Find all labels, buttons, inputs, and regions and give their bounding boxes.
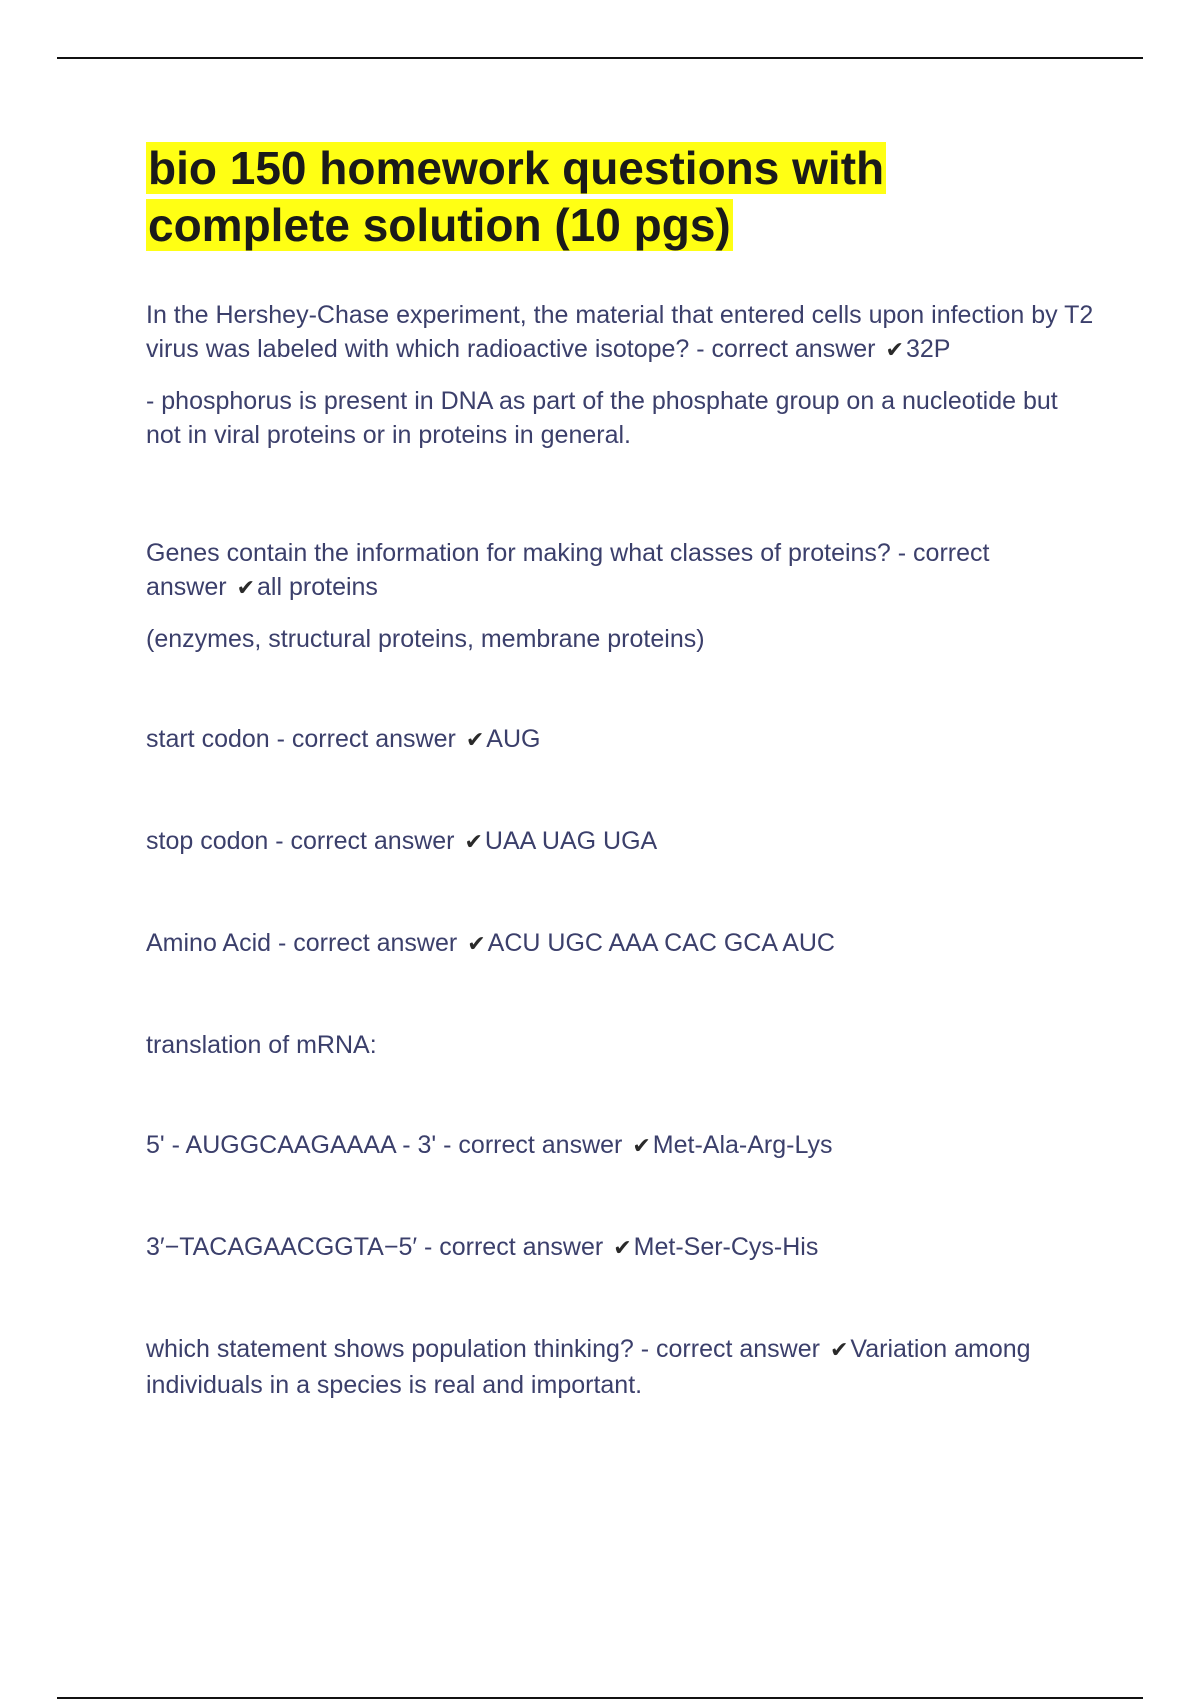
document-page: [146, 140, 1096, 1402]
qa-question: [146, 1332, 1096, 1402]
qa-item: [146, 824, 1096, 860]
qa-question: [146, 1230, 1096, 1266]
qa-item: [146, 926, 1096, 962]
qa-item: [146, 536, 1096, 656]
question-text: Amino Acid - correct answer: [146, 929, 458, 957]
question-text: stop codon - correct answer: [146, 827, 455, 855]
answer-text: Met-Ser-Cys-His: [633, 1233, 819, 1261]
question-text: 3′−TACAGAACGGTA−5′ - correct answer: [146, 1233, 604, 1261]
section-label-text: translation of mRNA:: [146, 1031, 377, 1059]
qa-question: [146, 1128, 1096, 1164]
qa-item: [146, 1128, 1096, 1164]
qa-question: [146, 722, 1096, 758]
question-text: Genes contain the information for making what classes of proteins? - correct answer: [146, 539, 990, 601]
check-mark-icon: ✔: [885, 338, 904, 363]
check-mark-icon: ✔: [465, 728, 485, 753]
qa-note: - phosphorus is present in DNA as part of the phosphate group on a nucleotide but not in viral proteins or in proteins in general.: [146, 387, 1058, 449]
top-rule: [57, 57, 1143, 59]
qa-item: [146, 722, 1096, 758]
check-mark-icon: ✔: [236, 576, 256, 601]
bottom-rule: [57, 1697, 1143, 1699]
answer-text: Met-Ala-Arg-Lys: [652, 1131, 833, 1159]
answer-text: ACU UGC AAA CAC GCA AUC: [487, 929, 835, 957]
qa-question: [146, 926, 1096, 962]
section-label: [146, 1028, 1096, 1062]
qa-item: [146, 298, 1096, 452]
qa-item: [146, 1230, 1096, 1266]
check-mark-icon: ✔: [829, 1338, 849, 1363]
check-mark-icon: ✔: [613, 1236, 632, 1261]
qa-question: [146, 298, 1096, 368]
answer-text: UAA UAG UGA: [484, 827, 658, 855]
question-text: which statement shows population thinking? - correct answer: [146, 1335, 820, 1363]
question-text: In the Hershey-Chase experiment, the material that entered cells upon infection by T2 virus was labeled with which radioactive isotope? - correct answer: [146, 301, 1094, 363]
answer-text: 32P: [905, 335, 951, 363]
question-text: 5' - AUGGCAAGAAAA - 3' - correct answer: [146, 1131, 623, 1159]
document-title: [146, 140, 1096, 254]
answer-text: AUG: [486, 725, 541, 753]
qa-question: [146, 536, 1096, 606]
question-text: start codon - correct answer: [146, 725, 456, 753]
answer-text: all proteins: [257, 573, 378, 601]
check-mark-icon: ✔: [467, 932, 486, 957]
title-highlight: bio 150 homework questions with complete solution (10 pgs): [148, 142, 885, 251]
qa-question: [146, 824, 1096, 860]
answer-text: Variation among individuals in a species is real and important.: [146, 1335, 1031, 1399]
check-mark-icon: ✔: [632, 1134, 651, 1159]
qa-item: [146, 1332, 1096, 1402]
check-mark-icon: ✔: [464, 830, 483, 855]
qa-note: (enzymes, structural proteins, membrane proteins): [146, 625, 705, 653]
